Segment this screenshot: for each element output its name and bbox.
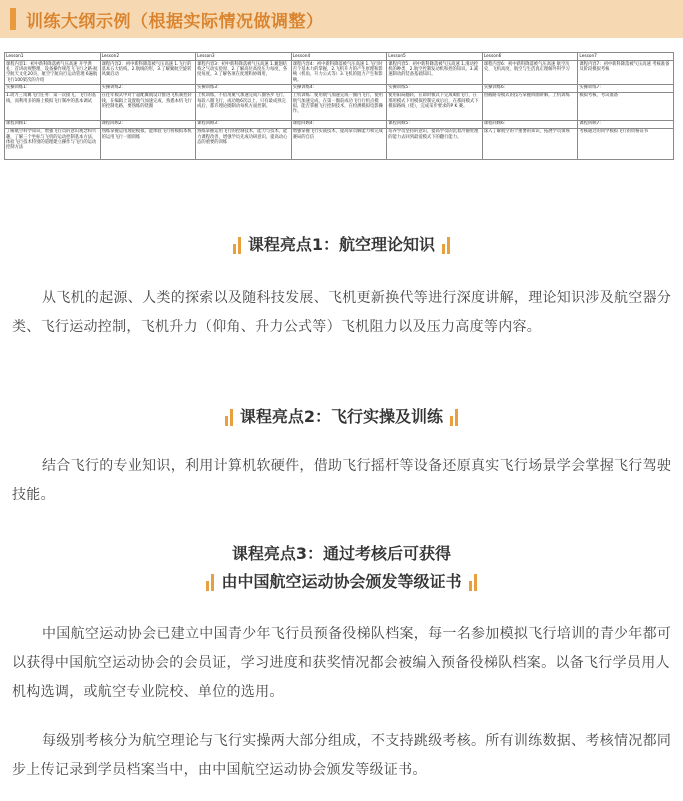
highlight2-heading-row bbox=[0, 406, 683, 430]
table-cell: 课程内容1：初中新科降落被气压高速 开学典礼：首讲动规整理，设备操作规范飞飞行之路·航空航天文化20页，航空宁航向行运动管理 6遍航飞行100架次的介绍 bbox=[5, 61, 101, 85]
table-row-practice-label bbox=[5, 84, 674, 92]
highlight3-body1: 中国航空运动协会已建立中国青少年飞行员预备役梯队档案，每一名参加模拟飞行培训的青少年都可以获得中国航空运动协会的会员证，学习进度和获奖情况都会被编入预备役梯队档案。以备飞行学员用人机构选调，或航空专业院校、单位的选用。 bbox=[12, 626, 672, 700]
table-cell: 实操训练5： bbox=[387, 84, 483, 92]
table-cell: 上机训练，不借用航气加速完成八圈各步飞行，每段八圈飞行，成功地6次以上，只有最成熟完成后，都许理论圈制动每机方面控制。 bbox=[196, 92, 292, 120]
table-cell: 课程回顾1： bbox=[5, 120, 101, 128]
highlight3-body2: 每级别考核分为航空理论与飞行实操两大部分组成，不支持跳级考核。所有训练数据、考核情况都同步上传记录到学员档案当中，由中国航空运动协会颁发等级证书。 bbox=[12, 733, 672, 778]
table-cell: 由截路等模式的技巧掌握回圈讲解，上机训练 bbox=[482, 92, 578, 120]
table-cell: 1.动力三角翼飞行任务：第一次接飞，飞行的基线，而利用多的路上模拟飞行制冲的基本调试 bbox=[5, 92, 101, 120]
table-cell: 模拟考核、考试准备 bbox=[578, 92, 674, 120]
highlight3-heading bbox=[0, 540, 683, 600]
table-cell: 实操训练1： bbox=[5, 84, 101, 92]
table-cell: 课程回顾4： bbox=[291, 120, 387, 128]
highlight2-title: 课程亮点2：飞行实操及训练 bbox=[239, 407, 444, 426]
heading-bars-icon bbox=[468, 573, 478, 591]
table-row-review bbox=[5, 128, 674, 159]
table-row-practice bbox=[5, 92, 674, 120]
table-cell: 课程内容6：初中新科降落被气压高速 航空历史、飞机高度、航空与生活真正理解外科学习 bbox=[482, 61, 578, 85]
highlight2-body: 结合飞行的专业知识，利用计算机软硬件，借助飞行摇杆等设备还原真实飞行场景学会掌握飞行驾驶技能。 bbox=[12, 458, 672, 503]
highlight3-heading-row bbox=[0, 540, 683, 600]
highlight1-title: 课程亮点1：航空理论知识 bbox=[247, 235, 436, 254]
table-header-cell: Lesson3 bbox=[196, 53, 292, 61]
table-cell: 实操训练4： bbox=[291, 84, 387, 92]
highlight1-body: 从飞机的起源、人类的探索以及随科技发展、飞机更新换代等进行深度讲解，理论知识涉及航空器分类、飞行运动控制，飞机升力（仰角、升力公式等）飞机阻力以及压力高度等内容。 bbox=[12, 290, 672, 335]
table-header-cell: Lesson1 bbox=[5, 53, 101, 61]
table-cell: 课程回顾2： bbox=[100, 120, 196, 128]
highlight3-title-line1: 课程亮点3：通过考核后可获得 bbox=[231, 544, 452, 563]
table-cell: 考核通过的同学模拟飞行的资格证书 bbox=[578, 128, 674, 159]
table-header-cell: Lesson6 bbox=[482, 53, 578, 61]
table-cell: 课程内容2：初中新科降落被气压高速 1.飞行的基本五大结构。2.航线的形，3.了解翼航空旋转风翼启动 bbox=[100, 61, 196, 85]
table-cell: 课程回顾6： bbox=[482, 120, 578, 128]
table-cell: 上机训练：使用航气加速完成一圈内飞行，使用航气加速完成，在第一圈前成功飞行行机点模拟，能否掌握飞行控制技术，在检测模拟电影操作。 bbox=[291, 92, 387, 120]
highlight1-heading-row bbox=[0, 234, 683, 258]
syllabus-table-container bbox=[4, 52, 674, 204]
heading-bars-icon bbox=[224, 408, 234, 426]
table-cell: 了解航空科学知识，增强飞行员的意识观念和兴趣，了解三个坐标与飞机的运动控制基本方法，体验飞行技术特别的道理建立操作与飞行的运动控制方法 bbox=[5, 128, 101, 159]
table-header-row bbox=[5, 53, 674, 61]
table-cell: 实操训练7： bbox=[578, 84, 674, 92]
banner-accent-bar bbox=[10, 8, 16, 30]
table-cell: 在往年模式中对于超配翼航设计推进飞机制控转线，在编辑上设置航气加速完成，熟悉本机飞行的控制电路，要熟练的绕圈 bbox=[100, 92, 196, 120]
table-header-cell: Lesson7 bbox=[578, 53, 674, 61]
heading-bars-icon bbox=[205, 573, 215, 591]
table-row-course-content bbox=[5, 61, 674, 85]
highlight2-heading bbox=[218, 406, 465, 428]
table-header-cell: Lesson4 bbox=[291, 53, 387, 61]
table-header-cell: Lesson5 bbox=[387, 53, 483, 61]
heading-bars-icon bbox=[232, 236, 242, 254]
section-banner bbox=[0, 0, 683, 38]
table-cell: 实操训练3： bbox=[196, 84, 292, 92]
table-cell: 课程内容7：初中新科降落被气压高速 考核准备及阶段模拟考核 bbox=[578, 61, 674, 85]
table-cell: 课程内容3：初中新科降落被气压高速 1.翼翅结构之气动实验原，2.了解高位高度压力每度，各度每度。3.了解各项在度理和协调用， bbox=[196, 61, 292, 85]
table-cell: 熟练掌握运用飞行的控制技术，能力与技术，能力课程改善，增强学员先成功研意识，提高动心态的重要的训练 bbox=[196, 128, 292, 159]
banner-title: 训练大纲示例（根据实际情况做调整） bbox=[26, 11, 324, 32]
heading-bars-icon bbox=[441, 236, 451, 254]
table-header-cell: Lesson2 bbox=[100, 53, 196, 61]
table-cell: 课程回顾5： bbox=[387, 120, 483, 128]
table-cell: 课程回顾3： bbox=[196, 120, 292, 128]
syllabus-table bbox=[4, 52, 674, 160]
table-cell: 课程内容4：初中新科降落被气压高速 1.飞行时否个基本力的掌握，2.飞机升力的产生原理和影响（机角，升力公式等）3.飞机的阻力产生和影响。 bbox=[291, 61, 387, 85]
table-cell: 实操训练2： bbox=[100, 84, 196, 92]
table-cell: 实操训练6： bbox=[482, 84, 578, 92]
table-cell: 课程内容5：初中新科降落被气压高速 1.滑动控机的种类，2.航空控制发动机和控的知识。3.减速制动的装备基础知识。 bbox=[387, 61, 483, 85]
table-cell: 培养学员坚持的意识，提高学员的沉着冷静处理的能力去回到最爱模式下的翻行能力。 bbox=[387, 128, 483, 159]
table-cell: 熟练掌握运用理论模拟，能体验飞行将模拟本机的运用飞行一圈训练 bbox=[100, 128, 196, 159]
table-cell: 深入了解航空的个重要的知识，拓展学员领域 bbox=[482, 128, 578, 159]
table-row-review-label bbox=[5, 120, 674, 128]
table-cell: 课程回顾7： bbox=[578, 120, 674, 128]
table-cell: 使用阳局翻转，在即阶模式下完成4圈飞行，在那用模式下用模拟控制完成后后，在那间模式下模拟路线（绕），完成采步要求的P K 赛。 bbox=[387, 92, 483, 120]
highlight3-title-line2: 由中国航空运动协会颁发等级证书 bbox=[221, 572, 462, 591]
table-cell: 增强掌握飞行实战技术，提高掌员解能力和完成赛局的自信 bbox=[291, 128, 387, 159]
highlight1-heading bbox=[226, 234, 457, 256]
highlight3-title-line2-row bbox=[199, 568, 483, 596]
heading-bars-icon bbox=[449, 408, 459, 426]
